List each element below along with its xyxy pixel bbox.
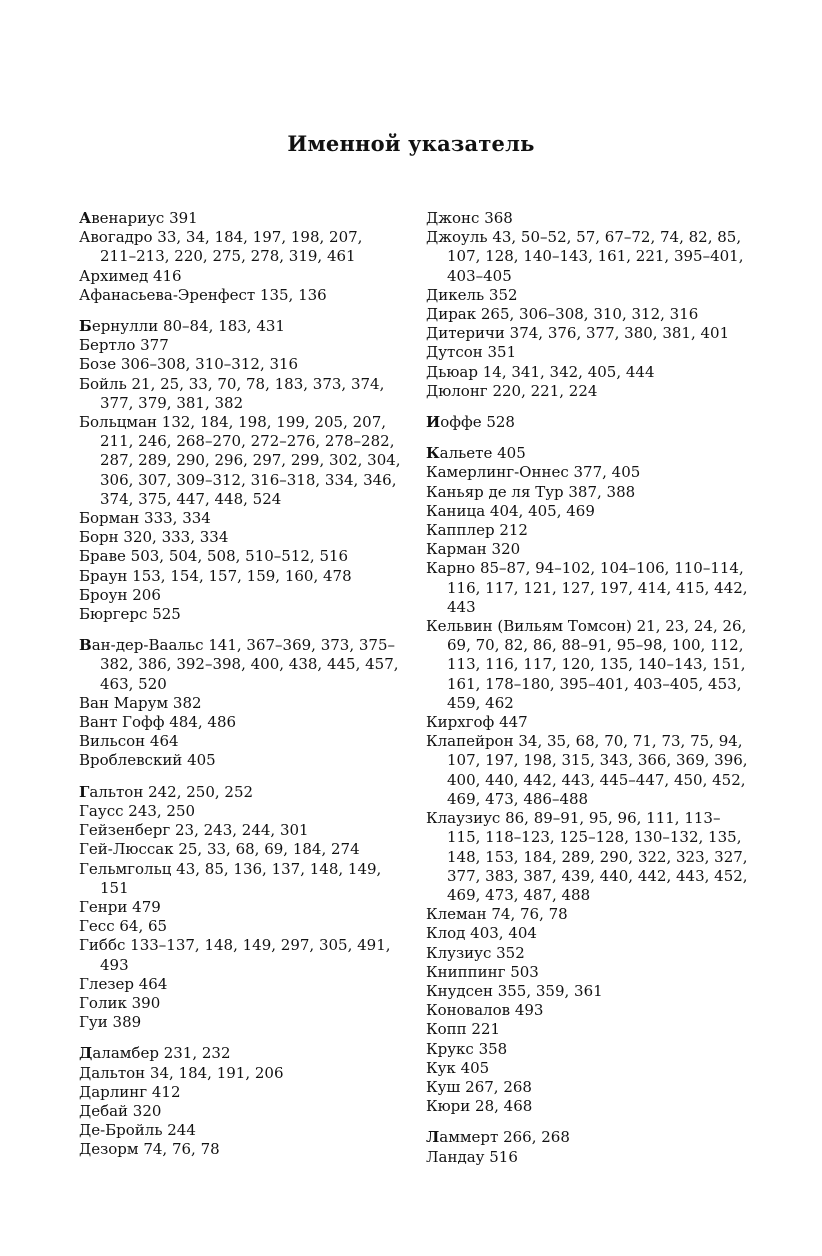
entry-text: Куш 267, 268 [426, 1077, 532, 1096]
entry-text: Борман 333, 334 [79, 509, 211, 528]
index-entry [426, 924, 748, 943]
index-entry [79, 1102, 401, 1121]
group-initial-letter: Б [79, 317, 92, 336]
entry-text: Дутсон 351 [426, 343, 517, 362]
group-initial-letter: Д [79, 1044, 93, 1063]
entry-text: Вильсон 464 [79, 732, 179, 751]
index-entry [426, 617, 748, 713]
index-entry [426, 413, 748, 432]
index-entry [79, 898, 401, 917]
index-entry [426, 1097, 748, 1116]
entry-text: Вант Гофф 484, 486 [79, 713, 237, 732]
entry-text: Бертло 377 [79, 336, 169, 355]
entry-text: Дальтон 34, 184, 191, 206 [79, 1063, 284, 1082]
group-initial-letter: В [79, 636, 92, 655]
index-entry [79, 994, 401, 1013]
index-entry [426, 1001, 748, 1020]
index-entry [426, 963, 748, 982]
index-entry [426, 713, 748, 732]
entry-text: Ландау 516 [426, 1147, 518, 1166]
entry-text: Ван Марум 382 [79, 693, 202, 712]
group-initial-letter: Г [79, 782, 90, 801]
letter-group [426, 209, 748, 401]
entry-text: Книппинг 503 [426, 962, 539, 981]
entry-text: Копп 221 [426, 1020, 501, 1039]
index-entry [426, 559, 748, 617]
entry-text: альтон 242, 250, 252 [89, 782, 254, 801]
index-entry [426, 382, 748, 401]
entry-text: венариус 391 [91, 209, 198, 227]
index-entry [426, 905, 748, 924]
entry-text: ернулли 80–84, 183, 431 [91, 317, 285, 336]
entry-text: Архимед 416 [79, 266, 182, 285]
index-entry [426, 363, 748, 382]
entry-text: Клод 403, 404 [426, 924, 537, 943]
index-entry [79, 1140, 401, 1159]
entry-text: альете 405 [439, 444, 526, 463]
letter-group [79, 317, 401, 624]
index-entry [79, 1083, 401, 1102]
index-entry [79, 605, 401, 624]
index-entry [426, 463, 748, 482]
entry-text: Бойль 21, 25, 33, 70, 78, 183, 373, 374, 377, 379, 381, 382 [79, 374, 385, 412]
index-entry [79, 267, 401, 286]
entry-text: Авогадро 33, 34, 184, 197, 198, 207, 211–213, 220, 275, 278, 319, 461 [79, 228, 363, 266]
entry-text: Борн 320, 333, 334 [79, 528, 229, 547]
index-entry [426, 343, 748, 362]
entry-text: Клеман 74, 76, 78 [426, 905, 568, 924]
entry-text: Гаусс 243, 250 [79, 801, 196, 820]
entry-text: Гейзенберг 23, 243, 244, 301 [79, 821, 309, 840]
group-initial-letter: Л [426, 1128, 440, 1147]
entry-text: Броун 206 [79, 585, 161, 604]
entry-text: Больцман 132, 184, 198, 199, 205, 207, 211, 246, 268–270, 272–276, 278–282, 287, 289, 290, 296, 297, 299, 302, 304, 306, 307, 309–312, 316–318, 334, 346, 374, 375, 447, 448, 524 [79, 413, 401, 508]
entry-text: Бюргерс 525 [79, 605, 181, 624]
index-entry [426, 305, 748, 324]
index-entry [79, 975, 401, 994]
group-initial-letter: А [79, 209, 92, 227]
entry-text: оффе 528 [440, 413, 515, 432]
entry-text: ан-дер-Ваальс 141, 367–369, 373, 375–382, 386, 392–398, 400, 438, 445, 457, 463, 520 [91, 636, 399, 693]
letter-group [426, 1128, 748, 1166]
index-entry [426, 1128, 748, 1147]
index-entry [426, 809, 748, 905]
index-entry [79, 286, 401, 305]
entry-text: Дезорм 74, 76, 78 [79, 1140, 220, 1159]
entry-text: Кук 405 [426, 1058, 490, 1077]
entry-text: Браун 153, 154, 157, 159, 160, 478 [79, 566, 352, 585]
entry-text: Дитеричи 374, 376, 377, 380, 381, 401 [426, 324, 730, 343]
index-entry [79, 1013, 401, 1032]
index-entry [426, 1148, 748, 1167]
entry-text: Голик 390 [79, 993, 161, 1012]
entry-text: аммерт 266, 268 [439, 1128, 570, 1147]
entry-text: Афанасьева-Эренфест 135, 136 [79, 285, 327, 304]
entry-text: Клузиус 352 [426, 943, 525, 962]
index-entry [426, 540, 748, 559]
entry-text: Вроблевский 405 [79, 751, 216, 770]
entry-text: Камерлинг-Оннес 377, 405 [426, 463, 641, 482]
index-entry [79, 802, 401, 821]
entry-text: Кнудсен 355, 359, 361 [426, 981, 603, 1000]
index-column-left [79, 209, 401, 1172]
index-entry [79, 336, 401, 355]
entry-text: Крукс 358 [426, 1039, 508, 1058]
index-entry [426, 1040, 748, 1059]
index-entry [79, 413, 401, 509]
entry-text: Коновалов 493 [426, 1001, 544, 1020]
index-entry [79, 1044, 401, 1063]
entry-text: Клапейрон 34, 35, 68, 70, 71, 73, 75, 94, 107, 197, 198, 315, 343, 366, 369, 396, 400, 440, 442, 443, 445–447, 450, 452, 469, 473, 486–488 [426, 732, 748, 808]
entry-text: Гиббс 133–137, 148, 149, 297, 305, 491, 493 [79, 936, 391, 974]
index-entry [79, 694, 401, 713]
index-entry [426, 944, 748, 963]
index-entry [426, 982, 748, 1001]
index-entry [79, 1121, 401, 1140]
entry-text: Гесс 64, 65 [79, 917, 168, 936]
index-entry [426, 483, 748, 502]
letter-group [426, 444, 748, 1116]
letter-group [79, 1044, 401, 1159]
index-entry [426, 444, 748, 463]
index-entry [79, 860, 401, 898]
entry-text: Джонс 368 [426, 209, 513, 227]
index-entry [79, 751, 401, 770]
index-entry [426, 228, 748, 286]
entry-text: Дирак 265, 306–308, 310, 312, 316 [426, 305, 699, 324]
index-column-right [426, 209, 748, 1179]
entry-text: Капплер 212 [426, 521, 528, 540]
index-entry [426, 1059, 748, 1078]
index-entry [426, 502, 748, 521]
entry-text: Дарлинг 412 [79, 1082, 181, 1101]
entry-text: Каньяр де ля Тур 387, 388 [426, 482, 636, 501]
index-entry [79, 713, 401, 732]
index-entry [79, 732, 401, 751]
entry-text: Кельвин (Вильям Томсон) 21, 23, 24, 26, 69, 70, 82, 86, 88–91, 95–98, 100, 112, 113, 116, 117, 120, 135, 140–143, 151, 161, 178–180, 395–401, 403–405, 453, 459, 462 [426, 617, 747, 712]
index-entry [79, 783, 401, 802]
letter-group [79, 783, 401, 1033]
entry-text: аламбер 231, 232 [92, 1044, 231, 1063]
index-entry [79, 586, 401, 605]
index-entry [79, 840, 401, 859]
entry-text: Бозе 306–308, 310–312, 316 [79, 355, 299, 374]
entry-text: Клаузиус 86, 89–91, 95, 96, 111, 113–115, 118–123, 125–128, 130–132, 135, 148, 153, 184, 289, 290, 322, 323, 327, 377, 383, 387, 439, 440, 442, 443, 452, 469, 473, 487, 488 [426, 809, 748, 904]
entry-text: Браве 503, 504, 508, 510–512, 516 [79, 547, 349, 566]
index-entry [426, 1020, 748, 1039]
index-entry [79, 821, 401, 840]
entry-text: Гей-Люссак 25, 33, 68, 69, 184, 274 [79, 840, 360, 859]
group-initial-letter: К [426, 444, 440, 463]
entry-text: Карно 85–87, 94–102, 104–106, 110–114, 116, 117, 121, 127, 197, 414, 415, 442, 443 [426, 559, 748, 616]
entry-text: Дюлонг 220, 221, 224 [426, 381, 598, 400]
index-entry [426, 286, 748, 305]
entry-text: Каница 404, 405, 469 [426, 501, 595, 520]
entry-text: Кюри 28, 468 [426, 1097, 533, 1116]
letter-group [79, 209, 401, 305]
letter-group [79, 636, 401, 770]
index-entry [79, 509, 401, 528]
index-entry [79, 209, 401, 228]
index-entry [79, 375, 401, 413]
entry-text: Генри 479 [79, 897, 161, 916]
index-entry [79, 936, 401, 974]
entry-text: Карман 320 [426, 540, 521, 559]
page-title: Именной указатель [287, 131, 535, 156]
index-entry [79, 355, 401, 374]
index-entry [79, 636, 401, 694]
index-entry [79, 228, 401, 266]
index-entry [426, 521, 748, 540]
index-entry [426, 732, 748, 809]
index-entry [79, 917, 401, 936]
entry-text: Джоуль 43, 50–52, 57, 67–72, 74, 82, 85, 107, 128, 140–143, 161, 221, 395–401, 403–405 [426, 228, 744, 285]
entry-text: Де-Бройль 244 [79, 1121, 196, 1140]
index-entry [426, 1078, 748, 1097]
index-entry [79, 528, 401, 547]
entry-text: Кирхгоф 447 [426, 713, 528, 732]
entry-text: Гельмгольц 43, 85, 136, 137, 148, 149, 151 [79, 859, 382, 897]
index-entry [79, 1064, 401, 1083]
index-entry [426, 324, 748, 343]
entry-text: Дикель 352 [426, 285, 518, 304]
index-entry [79, 547, 401, 566]
index-entry [79, 567, 401, 586]
entry-text: Глезер 464 [79, 974, 168, 993]
entry-text: Гуи 389 [79, 1013, 142, 1032]
index-entry [79, 317, 401, 336]
group-initial-letter: И [426, 413, 441, 432]
entry-text: Дебай 320 [79, 1101, 162, 1120]
index-entry [426, 209, 748, 228]
entry-text: Дьюар 14, 341, 342, 405, 444 [426, 362, 655, 381]
letter-group [426, 413, 748, 432]
